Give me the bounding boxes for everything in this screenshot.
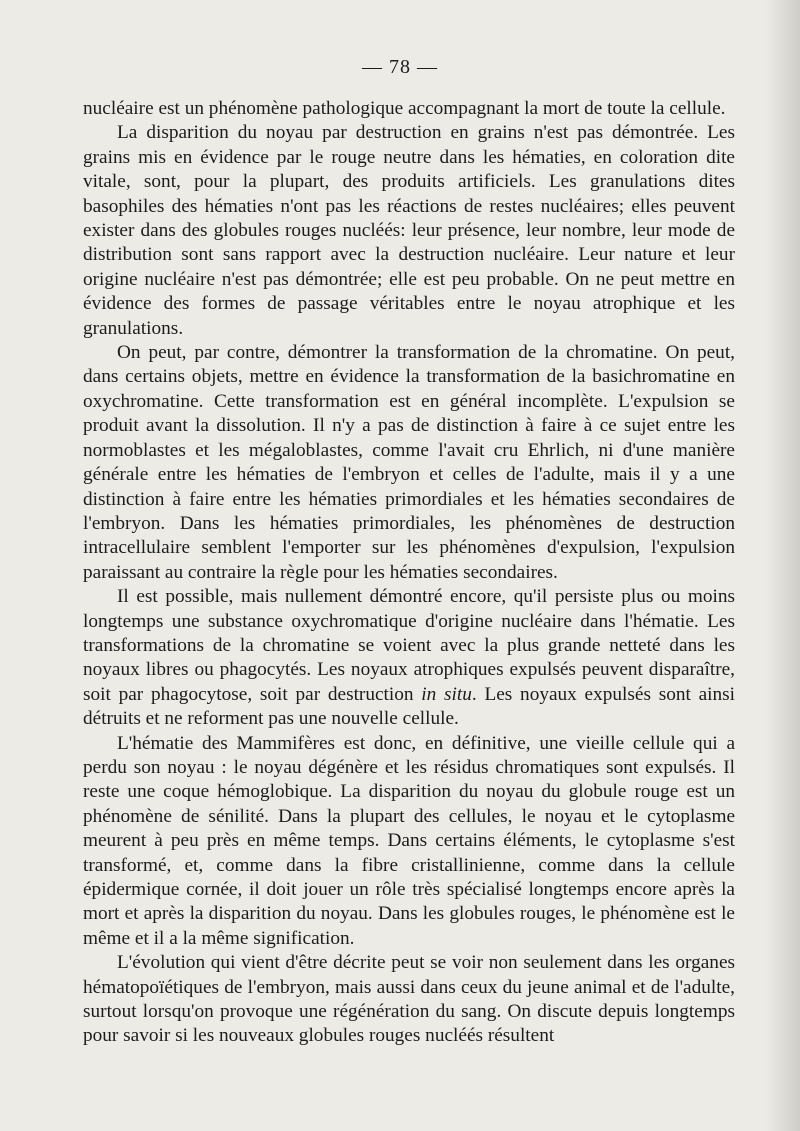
page-edge-shadow [766, 0, 800, 1131]
italic-term: in situ [421, 683, 472, 705]
paragraph [83, 585, 735, 731]
paragraph: On peut, par contre, démontrer la transformation de la chromatine. On peut, dans certains objets, mettre en évidence la transformation de la basichromatine en oxychromatine. Cette transformation est en général incomplète. L'expulsion se produit avant la dissolution. Il n'y a pas de distinction à faire à ce sujet entre les normoblastes et les mégaloblastes, comme l'avait cru Ehrlich, ni d'une manière générale entre les hématies de l'embryon et celles de l'adulte, mais il y a une distinction à faire entre les hématies primordiales et les hématies secondaires de l'embryon. Dans les hématies primordiales, les phénomènes de destruction intracellulaire semblent l'emporter sur les phénomènes d'expulsion, l'expulsion paraissant au contraire la règle pour les hématies secondaires. [83, 342, 735, 583]
page-number: — 78 — [362, 56, 438, 78]
body-text [83, 97, 735, 1049]
paragraph: L'hématie des Mammifères est donc, en définitive, une vieille cellule qui a perdu son noyau : le noyau dégénère et les résidus chromatiques sont expulsés. Il reste une coque hémoglobique. La disparition du noyau du globule rouge est un phénomène de sénilité. Dans la plupart des cellules, le noyau et le cytoplasme meurent à peu près en même temps. Dans certains éléments, le cytoplasme s'est transformé, et, comme dans la fibre cristallinienne, comme dans la cellule épidermique cornée, il doit jouer un rôle très spécialisé longtemps encore après la mort et après la disparition du noyau. Dans les globules rouges, le phénomène est le même et il a la même signification. [83, 732, 735, 949]
paragraph: La disparition du noyau par destruction en grains n'est pas démontrée. Les grains mis en évidence par le rouge neutre dans les hématies, en coloration dite vitale, sont, pour la plupart, des produits artificiels. Les granulations dites basophiles des hématies n'ont pas les réactions de restes nucléaires; elles peuvent exister dans des globules rouges nucléés: leur présence, leur nombre, leur mode de distribution sont sans rapport avec la destruction nucléaire. Leur nature et leur origine nucléaire n'est pas démontrée; elle est peu probable. On ne peut mettre en évidence des formes de passage véritables entre le noyau atrophique et les granulations. [83, 122, 735, 339]
paragraph-text: Il est possible, mais nullement démontré encore, qu'il persiste plus ou moins longtemps une substance oxychromatique d'origine nucléaire dans l'hématie. Les transformations de la chromatine se voient avec la plus grande netteté dans les noyaux libres ou phagocytés. Les noyaux atrophiques expulsés peuvent disparaître, soit par phagocytose, soit par destruction [83, 586, 735, 705]
paragraph: nucléaire est un phénomène pathologique accompagnant la mort de toute la cellule. [83, 98, 726, 119]
paragraph-text: . Les noyaux expulsés sont ainsi détruits et ne reforment pas une nouvelle cellule. [83, 683, 736, 730]
paragraph: L'évolution qui vient d'être décrite peut se voir non seulement dans les organes hématopoïétiques de l'embryon, mais aussi dans ceux du jeune animal et de l'adulte, surtout lorsqu'on provoque une régénération du sang. On discute depuis longtemps pour savoir si les nouveaux globules rouges nucléés résultent [83, 952, 735, 1047]
